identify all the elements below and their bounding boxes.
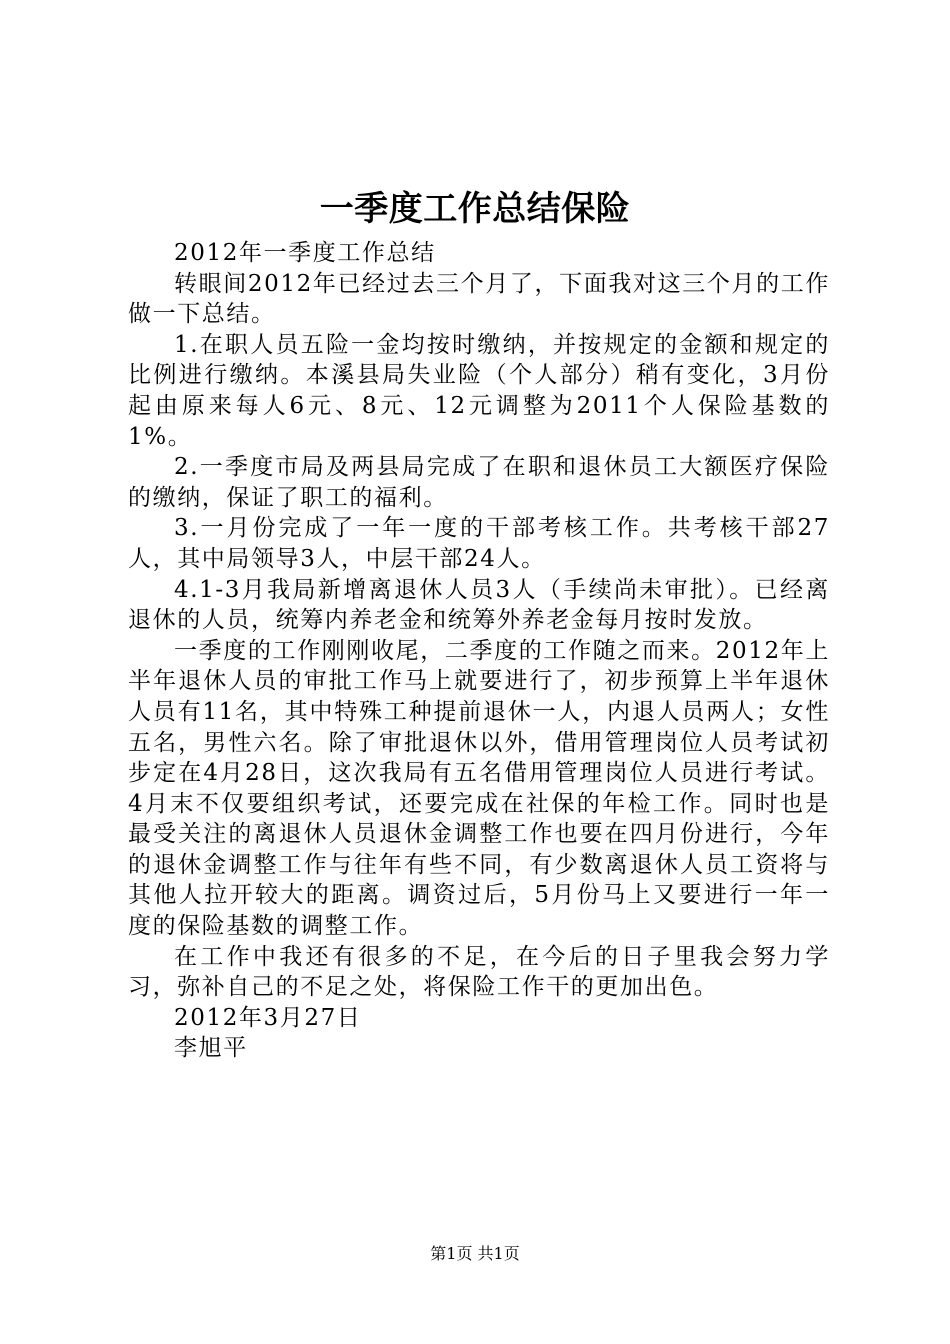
paragraph-conclusion: 在工作中我还有很多的不足，在今后的日子里我会努力学习，弥补自己的不足之处，将保险工作干的更加出色。: [128, 943, 830, 1001]
paragraph-item-4: 4.1-3月我局新增离退休人员3人（手续尚未审批）。已经离退休的人员，统筹内养老金和统筹外养老金每月按时发放。: [128, 576, 830, 634]
paragraph-intro: 转眼间2012年已经过去三个月了，下面我对这三个月的工作做一下总结。: [128, 270, 830, 328]
paragraph-outlook: 一季度的工作刚刚收尾，二季度的工作随之而来。2012年上半年退休人员的审批工作马上就要进行了，初步预算上半年退休人员有11名，其中特殊工种提前退休一人，内退人员两人；女性五名，男性六名。除了审批退休以外，借用管理岗位人员考试初步定在4月28日，这次我局有五名借用管理岗位人员进行考试。4月末不仅要组织考试，还要完成在社保的年检工作。同时也是最受关注的离退休人员退休金调整工作也要在四月份进行，今年的退休金调整工作与往年有些不同，有少数离退休人员工资将与其他人拉开较大的距离。调资过后，5月份马上又要进行一年一度的保险基数的调整工作。: [128, 637, 830, 940]
paragraph-signature: 李旭平: [174, 1035, 248, 1062]
document-title: 一季度工作总结保险: [319, 189, 631, 229]
paragraph-item-3: 3.一月份完成了一年一度的干部考核工作。共考核干部27人，其中局领导3人，中层干部24人。: [128, 515, 830, 572]
paragraph-item-1: 1.在职人员五险一金均按时缴纳，并按规定的金额和规定的比例进行缴纳。本溪县局失业险（个人部分）稍有变化，3月份起由原来每人6元、8元、12元调整为2011个人保险基数的1%。: [128, 331, 830, 450]
paragraph-item-2: 2.一季度市局及两县局完成了在职和退休员工大额医疗保险的缴纳，保证了职工的福利。: [128, 454, 830, 511]
page-footer: 第1页 共1页: [430, 1244, 520, 1263]
document-body: [128, 238, 830, 1064]
paragraph-date: 2012年3月27日: [174, 1004, 362, 1031]
paragraph-heading: 2012年一季度工作总结: [174, 240, 436, 266]
